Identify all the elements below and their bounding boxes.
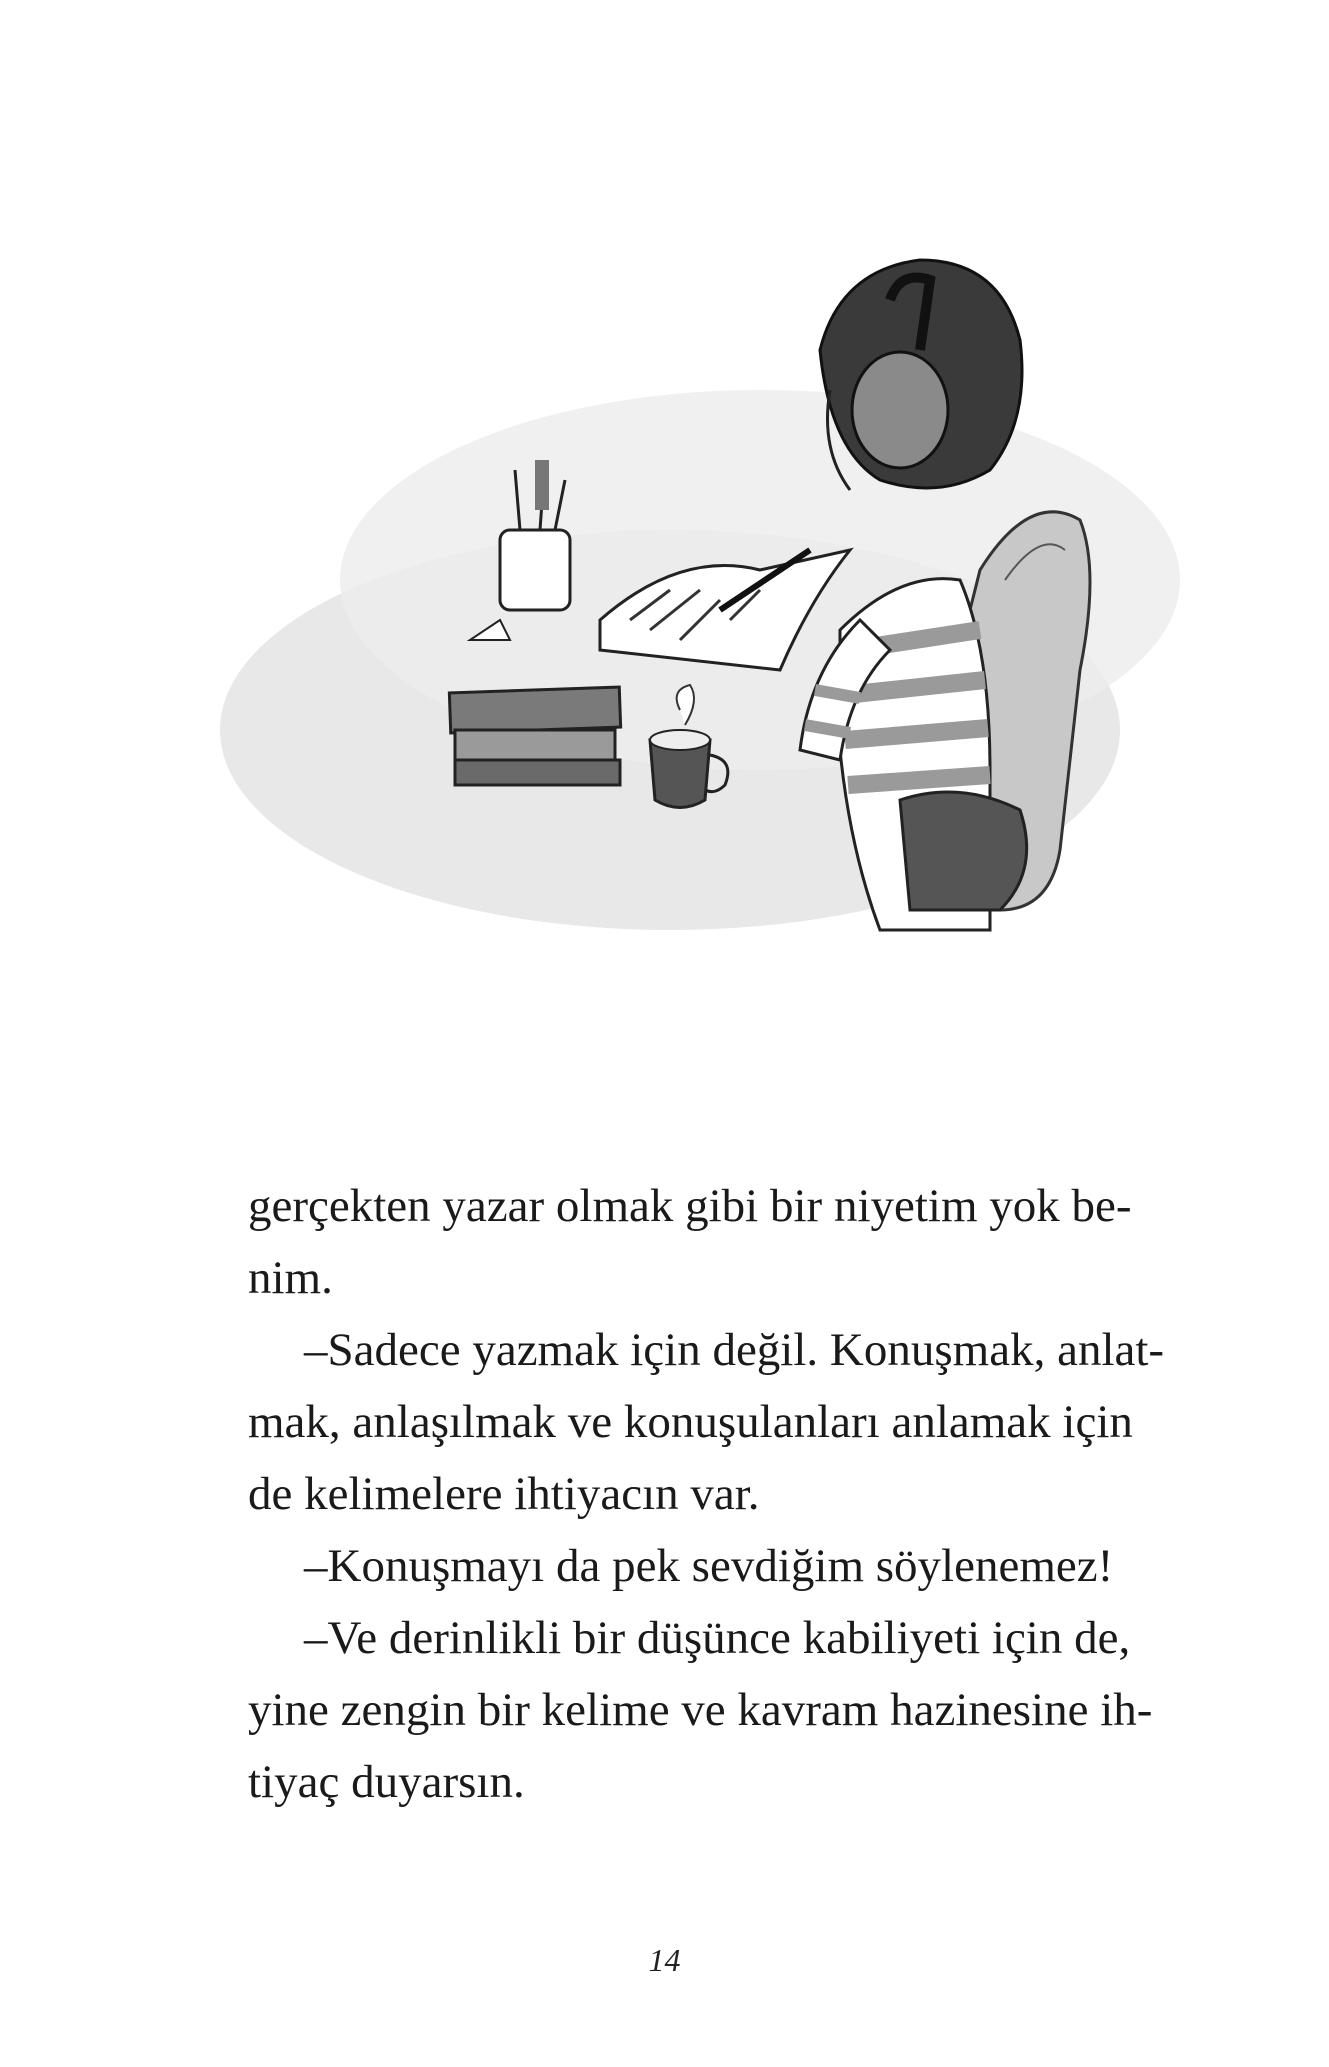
page-number: 14 (648, 1942, 681, 1978)
text-line: –Sadece yazmak için değil. Konuşmak, anlat- (304, 1324, 1165, 1376)
text-line: mak, anlaşılmak ve konuşulanları anlamak için (248, 1396, 1133, 1448)
body-text (248, 1170, 1165, 1818)
text-line: gerçekten yazar olmak gibi bir niyetim yok be- (248, 1180, 1132, 1232)
text-line: yine zengin bir kelime ve kavram hazinesine ih- (248, 1684, 1153, 1736)
text-line: nim. (248, 1252, 333, 1304)
text-line: –Konuşmayı da pek sevdiğim söylenemez! (304, 1540, 1114, 1592)
text-line: –Ve derinlikli bir düşünce kabiliyeti için de, (304, 1612, 1131, 1664)
text-line: tiyaç duyarsın. (248, 1756, 525, 1808)
text-line: de kelimelere ihtiyacın var. (248, 1468, 760, 1520)
child-writing-illustration (200, 150, 1250, 1070)
illustration-icon (200, 150, 1250, 1070)
